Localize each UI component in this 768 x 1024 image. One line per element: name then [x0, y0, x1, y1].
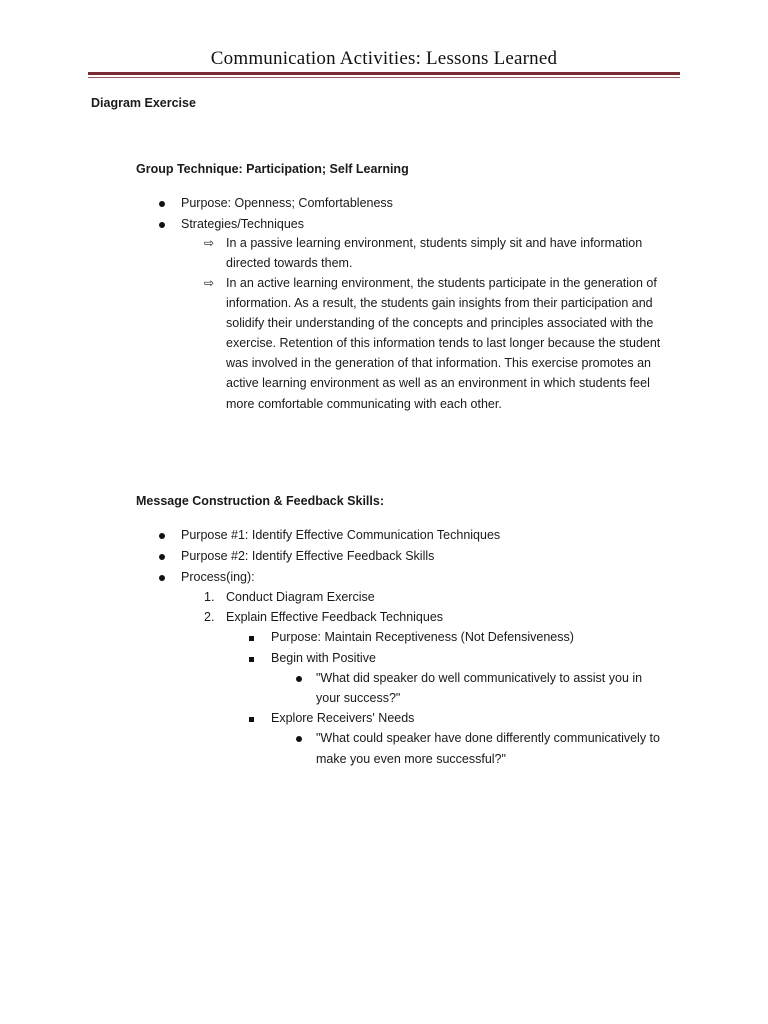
bullet-icon — [159, 214, 165, 234]
purpose2-item: Purpose #2: Identify Effective Feedback Skills — [181, 549, 435, 563]
strategies-item: Strategies/Techniques — [181, 217, 304, 231]
bullet-icon — [159, 567, 165, 587]
section-heading: Diagram Exercise — [91, 96, 196, 110]
square-bullet-icon — [249, 708, 254, 728]
bullet-icon — [296, 728, 302, 748]
process-item: Process(ing): — [181, 570, 255, 584]
square-bullet-icon — [249, 627, 254, 647]
message-heading: Message Construction & Feedback Skills: — [136, 494, 384, 508]
step-item: Conduct Diagram Exercise — [226, 590, 375, 604]
active-line: solidify their understanding of the concepts and principles associated with the — [226, 316, 654, 330]
passive-line: In a passive learning environment, students simply sit and have information — [226, 236, 643, 250]
quote-line: "What did speaker do well communicatively to assist you in — [316, 671, 643, 685]
arrow-bullet-icon: ⇨ — [204, 236, 215, 250]
active-line: more comfortable communicating with each other. — [226, 397, 502, 411]
bullet-icon — [159, 193, 165, 213]
passive-line: directed towards them. — [226, 256, 353, 270]
purpose1-item: Purpose #1: Identify Effective Communication Techniques — [181, 528, 501, 542]
bullet-icon — [296, 668, 302, 688]
arrow-bullet-icon: ⇨ — [204, 276, 215, 290]
step-item: Explain Effective Feedback Techniques — [226, 610, 444, 624]
active-line: In an active learning environment, the students participate in the generation of — [226, 276, 657, 290]
header-rule-thin — [88, 77, 680, 78]
active-line: was involved in the generation of that information. This exercise promotes an — [226, 356, 651, 370]
sub-purpose-item: Purpose: Maintain Receptiveness (Not Defensiveness) — [271, 630, 574, 644]
quote-line: your success?" — [316, 691, 401, 705]
square-bullet-icon — [249, 648, 254, 668]
quote-line: make you even more successful?" — [316, 752, 506, 766]
bullet-icon — [159, 546, 165, 566]
group-technique-heading: Group Technique: Participation; Self Learning — [136, 162, 409, 176]
explore-item: Explore Receivers' Needs — [271, 711, 415, 725]
page-title: Communication Activities: Lessons Learned — [210, 48, 558, 69]
step-number: 1. — [204, 590, 215, 604]
step-number: 2. — [204, 610, 215, 624]
active-line: information. As a result, the students gain insights from their participation and — [226, 296, 653, 310]
purpose-item: Purpose: Openness; Comfortableness — [181, 196, 393, 210]
bullet-icon — [159, 525, 165, 545]
active-line: active learning environment as well as an environment in which students feel — [226, 376, 650, 390]
quote-line: "What could speaker have done differently communicatively to — [316, 731, 660, 745]
begin-item: Begin with Positive — [271, 651, 376, 665]
header-rule — [88, 72, 680, 75]
active-line: exercise. Retention of this information tends to last longer because the student — [226, 336, 661, 350]
